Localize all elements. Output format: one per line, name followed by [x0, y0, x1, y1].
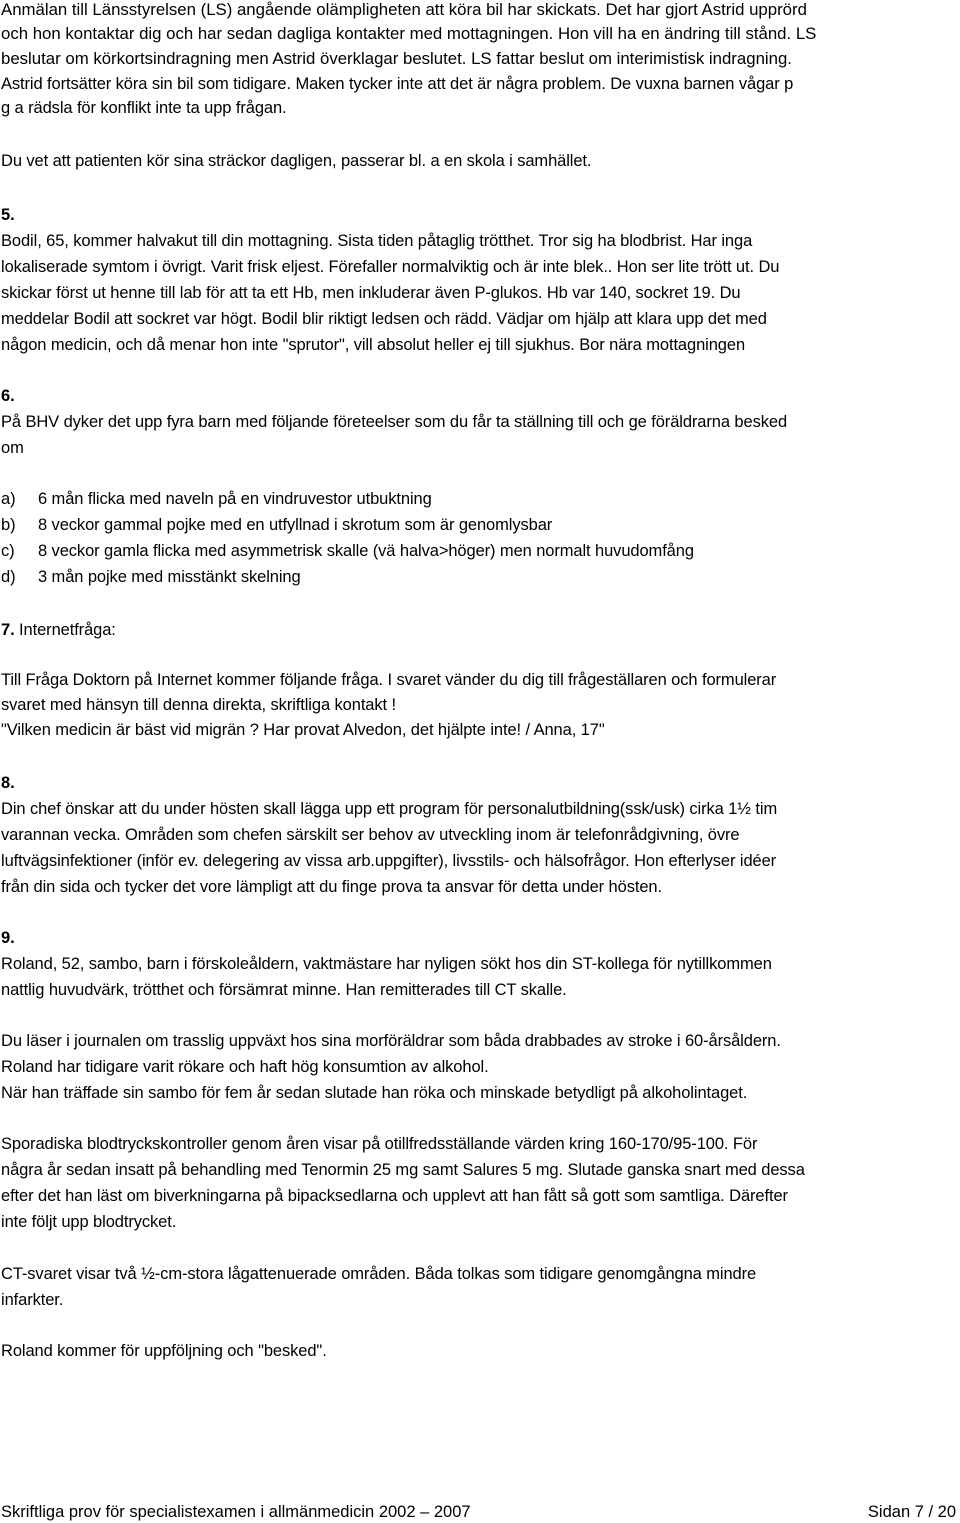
q5-line-5: någon medicin, och då menar hon inte "sprutor", vill absolut heller ej till sjukhus. Bor nära mottagningen: [1, 336, 746, 354]
q9-p4-line-2: infarkter.: [1, 1291, 64, 1309]
q9-p3-line-2: några år sedan insatt på behandling med Tenormin 25 mg samt Salures 5 mg. Slutade ganska snart med dessa: [1, 1161, 805, 1179]
q9-p3-line-4: inte följt upp blodtrycket.: [1, 1213, 177, 1231]
q8-line-1: Din chef önskar att du under hösten skall lägga upp ett program för personalutbildning(ssk/usk) cirka 1½ tim: [1, 800, 778, 818]
intro-note: Du vet att patienten kör sina sträckor dagligen, passerar bl. a en skola i samhället.: [1, 152, 592, 170]
q9-number: 9.: [1, 929, 15, 947]
q6-item-text: 8 veckor gamla flicka med asymmetrisk skalle (vä halva>höger) men normalt huvudomfång: [38, 542, 694, 560]
q5-line-2: lokaliserade symtom i övrigt. Varit frisk eljest. Förefaller normalviktig och är inte blek.. Hon ser lite trött ut. Du: [1, 258, 780, 276]
q9-p3-line-3: efter det han läst om biverkningarna på bipacksedlarna och upplevt att han fått så gott som samtliga. Därefter: [1, 1187, 788, 1205]
q6-line-1: På BHV dyker det upp fyra barn med följande företeelser som du får ta ställning till och ge föräldrarna besked: [1, 413, 788, 431]
q6-item-a: [1, 489, 432, 509]
q8-line-2: varannan vecka. Områden som chefen särskilt ser behov av utveckling inom är telefonrådgivning, övre: [1, 826, 740, 844]
footer-page-number: Sidan 7 / 20: [867, 1503, 956, 1521]
q7-line-2: svaret med hänsyn till denna direkta, skriftliga kontakt !: [1, 696, 396, 714]
q6-item-text: 8 veckor gammal pojke med en utfyllnad i skrotum som är genomlysbar: [38, 516, 553, 534]
q8-line-4: från din sida och tycker det vore lämpligt att du finge prova ta ansvar för detta under hösten.: [1, 878, 662, 896]
q5-number: 5.: [1, 206, 15, 224]
q6-item-d: [1, 567, 301, 587]
q7-line-3: "Vilken medicin är bäst vid migrän ? Har provat Alvedon, det hjälpte inte! / Anna, 17": [1, 721, 605, 739]
q5-line-1: Bodil, 65, kommer halvakut till din mottagning. Sista tiden påtaglig trötthet. Tror sig ha blodbrist. Har inga: [1, 232, 753, 250]
q6-number: 6.: [1, 387, 15, 405]
q8-number: 8.: [1, 774, 15, 792]
q7-number: 7.: [1, 621, 15, 639]
intro-line-5: g a rädsla för konflikt inte ta upp frågan.: [1, 99, 287, 117]
q9-p5: Roland kommer för uppföljning och "besked".: [1, 1342, 327, 1360]
q9-p1-line-1: Roland, 52, sambo, barn i förskoleåldern, vaktmästare har nyligen sökt hos din ST-kollega för nytillkommen: [1, 955, 772, 973]
q9-p2-line-1: Du läser i journalen om trasslig uppväxt hos sina morföräldrar som båda drabbades av stroke i 60-årsåldern.: [1, 1032, 781, 1050]
q6-line-2: om: [1, 439, 24, 457]
q9-p2-line-3: När han träffade sin sambo för fem år sedan slutade han röka och minskade betydligt på alkoholintaget.: [1, 1084, 748, 1102]
q7-title: Internetfråga:: [14, 621, 116, 639]
q8-line-3: luftvägsinfektioner (inför ev. delegering av vissa arb.uppgifter), livsstils- och hälsofrågor. Hon efterlyser idéer: [1, 852, 777, 870]
q9-p2-line-2: Roland har tidigare varit rökare och haft hög konsumtion av alkohol.: [1, 1058, 489, 1076]
q6-item-letter: a): [1, 490, 16, 508]
footer-title: Skriftliga prov för specialistexamen i allmänmedicin 2002 – 2007: [1, 1503, 471, 1521]
q6-item-text: 6 mån flicka med naveln på en vindruvestor utbuktning: [38, 490, 432, 508]
q9-p1-line-2: nattlig huvudvärk, trötthet och försämrat minne. Han remitterades till CT skalle.: [1, 981, 567, 999]
intro-line-1: Anmälan till Länsstyrelsen (LS) angående olämpligheten att köra bil har skickats. Det har gjort Astrid upprörd: [1, 0, 807, 19]
q6-item-letter: d): [1, 568, 16, 586]
q9-p3-line-1: Sporadiska blodtryckskontroller genom åren visar på otillfredsställande värden kring 160-170/95-100. För: [1, 1135, 758, 1153]
q6-item-letter: c): [1, 542, 15, 560]
q6-item-b: [1, 515, 552, 535]
intro-line-3: beslutar om körkortsindragning men Astrid överklagar beslutet. LS fattar beslut om interimistisk indragning.: [1, 49, 792, 68]
q5-line-4: meddelar Bodil att sockret var högt. Bodil blir riktigt ledsen och rädd. Vädjar om hjälp att klara upp det med: [1, 310, 767, 328]
q9-p4-line-1: CT-svaret visar två ½-cm-stora lågattenuerade områden. Båda tolkas som tidigare genomgångna mindre: [1, 1265, 757, 1283]
q6-item-c: [1, 541, 694, 561]
q7-line-1: Till Fråga Doktorn på Internet kommer följande fråga. I svaret vänder du dig till frågeställaren och formulerar: [1, 671, 777, 689]
q7-heading: [1, 620, 116, 640]
q5-line-3: skickar först ut henne till lab för att ta ett Hb, men inkluderar även P-glukos. Hb var 140, sockret 19. Du: [1, 284, 741, 302]
intro-line-4: Astrid fortsätter köra sin bil som tidigare. Maken tycker inte att det är några problem. De vuxna barnen vågar p: [1, 75, 794, 93]
intro-line-2: och hon kontaktar dig och har sedan dagliga kontakter med mottagningen. Hon vill ha en ändring till stånd. LS: [1, 24, 817, 43]
q6-item-text: 3 mån pojke med misstänkt skelning: [38, 568, 301, 586]
q6-item-letter: b): [1, 516, 16, 534]
